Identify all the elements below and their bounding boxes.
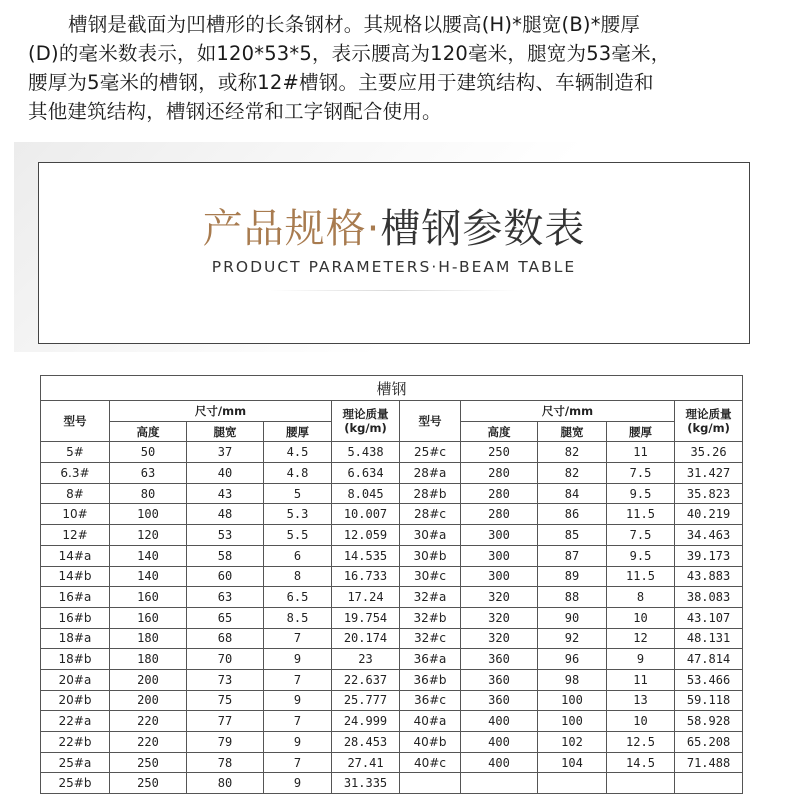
cell-right-mass: 39.173 xyxy=(675,545,743,566)
cell-right-model: 40#b xyxy=(400,732,461,753)
intro-text xyxy=(28,10,768,126)
header-mass-left-line1: 理论质量 xyxy=(342,407,389,422)
table-row xyxy=(41,545,743,566)
table-row xyxy=(41,690,743,711)
cell-left-mass: 25.777 xyxy=(332,690,400,711)
cell-right-mass: 65.208 xyxy=(675,732,743,753)
cell-right-leg-width: 98 xyxy=(538,669,607,690)
cell-left-leg-width: 79 xyxy=(187,732,264,753)
cell-left-waist-thickness: 7 xyxy=(264,669,332,690)
intro-line-1: 槽钢是截面为凹槽形的长条钢材。其规格以腰高(H)*腿宽(B)*腰厚 xyxy=(68,13,641,36)
cell-right-model: 36#a xyxy=(400,649,461,670)
header-height-right: 高度 xyxy=(461,421,538,442)
cell-left-model: 22#a xyxy=(41,711,110,732)
cell-right-height: 400 xyxy=(461,711,538,732)
intro-line-2: (D)的毫米数表示，如120*53*5，表示腰高为120毫米，腿宽为53毫米， xyxy=(28,42,671,65)
cell-right-model: 28#a xyxy=(400,463,461,484)
cell-right-leg-width: 90 xyxy=(538,607,607,628)
table-row xyxy=(41,649,743,670)
cell-right-height: 300 xyxy=(461,525,538,546)
cell-right-model: 36#b xyxy=(400,669,461,690)
cell-left-model: 14#b xyxy=(41,566,110,587)
cell-left-model: 10# xyxy=(41,504,110,525)
cell-right-height: 400 xyxy=(461,732,538,753)
cell-left-model: 6.3# xyxy=(41,463,110,484)
cell-left-mass: 8.045 xyxy=(332,483,400,504)
cell-right-model: 30#a xyxy=(400,525,461,546)
header-dimensions-right: 尺寸/mm xyxy=(461,401,675,422)
cell-right-waist-thickness: 9.5 xyxy=(607,545,675,566)
table-row xyxy=(41,442,743,463)
cell-right-waist-thickness: 10 xyxy=(607,711,675,732)
cell-right-waist-thickness: 10 xyxy=(607,607,675,628)
cell-right-height: 280 xyxy=(461,483,538,504)
cell-right-model: 28#c xyxy=(400,504,461,525)
cell-right-mass: 59.118 xyxy=(675,690,743,711)
header-mass-right-line1: 理论质量 xyxy=(685,407,732,422)
cell-right-mass: 48.131 xyxy=(675,628,743,649)
cell-left-mass: 28.453 xyxy=(332,732,400,753)
cell-right-height: 360 xyxy=(461,649,538,670)
cell-left-height: 100 xyxy=(110,504,187,525)
cell-left-waist-thickness: 6.5 xyxy=(264,587,332,608)
cell-right-mass: 31.427 xyxy=(675,463,743,484)
cell-right-height: 400 xyxy=(461,752,538,773)
table-row xyxy=(41,669,743,690)
cell-left-waist-thickness: 5.3 xyxy=(264,504,332,525)
cell-right-mass xyxy=(675,773,743,794)
cell-right-height: 300 xyxy=(461,566,538,587)
cell-right-leg-width: 100 xyxy=(538,690,607,711)
cell-left-leg-width: 73 xyxy=(187,669,264,690)
table-row xyxy=(41,628,743,649)
cell-left-model: 12# xyxy=(41,525,110,546)
cell-right-height: 280 xyxy=(461,504,538,525)
cell-left-mass: 12.059 xyxy=(332,525,400,546)
table-header-row-1 xyxy=(41,401,743,422)
header-mass-left xyxy=(332,401,400,442)
cell-right-mass: 40.219 xyxy=(675,504,743,525)
cell-left-mass: 10.007 xyxy=(332,504,400,525)
cell-left-leg-width: 65 xyxy=(187,607,264,628)
cell-left-height: 250 xyxy=(110,773,187,794)
banner-title-part1: 产品规格· xyxy=(202,206,381,252)
cell-right-waist-thickness: 12.5 xyxy=(607,732,675,753)
cell-right-waist-thickness: 11 xyxy=(607,669,675,690)
cell-right-leg-width: 102 xyxy=(538,732,607,753)
cell-left-leg-width: 53 xyxy=(187,525,264,546)
cell-right-waist-thickness: 13 xyxy=(607,690,675,711)
cell-left-mass: 17.24 xyxy=(332,587,400,608)
cell-right-leg-width: 104 xyxy=(538,752,607,773)
cell-right-leg-width: 82 xyxy=(538,463,607,484)
table-row xyxy=(41,566,743,587)
cell-right-leg-width: 82 xyxy=(538,442,607,463)
header-leg-width-right: 腿宽 xyxy=(538,421,607,442)
intro-line-3: 腰厚为5毫米的槽钢，或称12#槽钢。主要应用于建筑结构、车辆制造和 xyxy=(28,71,654,94)
cell-left-leg-width: 77 xyxy=(187,711,264,732)
cell-right-model: 30#b xyxy=(400,545,461,566)
cell-left-height: 180 xyxy=(110,628,187,649)
cell-left-height: 200 xyxy=(110,690,187,711)
table-row xyxy=(41,773,743,794)
header-waist-thickness-left: 腰厚 xyxy=(264,421,332,442)
cell-left-waist-thickness: 9 xyxy=(264,690,332,711)
table-row xyxy=(41,732,743,753)
cell-left-waist-thickness: 8 xyxy=(264,566,332,587)
cell-left-leg-width: 63 xyxy=(187,587,264,608)
cell-left-model: 16#a xyxy=(41,587,110,608)
cell-right-height: 320 xyxy=(461,628,538,649)
cell-left-mass: 16.733 xyxy=(332,566,400,587)
banner xyxy=(38,162,750,344)
cell-left-model: 20#b xyxy=(41,690,110,711)
cell-left-mass: 24.999 xyxy=(332,711,400,732)
cell-left-leg-width: 70 xyxy=(187,649,264,670)
cell-left-height: 63 xyxy=(110,463,187,484)
cell-right-mass: 43.883 xyxy=(675,566,743,587)
cell-left-waist-thickness: 7 xyxy=(264,628,332,649)
cell-right-height: 280 xyxy=(461,463,538,484)
cell-right-waist-thickness: 8 xyxy=(607,587,675,608)
table-row xyxy=(41,483,743,504)
cell-right-height: 320 xyxy=(461,587,538,608)
intro-line-4: 其他建筑结构，槽钢还经常和工字钢配合使用。 xyxy=(28,100,442,123)
cell-right-leg-width: 92 xyxy=(538,628,607,649)
cell-right-model: 36#c xyxy=(400,690,461,711)
cell-left-model: 22#b xyxy=(41,732,110,753)
cell-right-height: 360 xyxy=(461,690,538,711)
cell-right-model: 25#c xyxy=(400,442,461,463)
cell-left-leg-width: 80 xyxy=(187,773,264,794)
table-row xyxy=(41,504,743,525)
cell-right-model: 40#a xyxy=(400,711,461,732)
cell-left-model: 25#b xyxy=(41,773,110,794)
table-row xyxy=(41,711,743,732)
cell-right-leg-width: 85 xyxy=(538,525,607,546)
cell-left-model: 18#a xyxy=(41,628,110,649)
banner-divider xyxy=(269,290,519,291)
cell-right-leg-width: 96 xyxy=(538,649,607,670)
cell-left-model: 18#b xyxy=(41,649,110,670)
table-row xyxy=(41,752,743,773)
table-caption-row xyxy=(41,376,743,401)
cell-left-height: 140 xyxy=(110,545,187,566)
cell-left-height: 140 xyxy=(110,566,187,587)
cell-left-height: 160 xyxy=(110,607,187,628)
cell-left-leg-width: 58 xyxy=(187,545,264,566)
intro-paragraph xyxy=(28,10,768,126)
cell-right-mass: 47.814 xyxy=(675,649,743,670)
cell-right-mass: 35.26 xyxy=(675,442,743,463)
cell-left-mass: 14.535 xyxy=(332,545,400,566)
cell-left-waist-thickness: 7 xyxy=(264,752,332,773)
cell-right-waist-thickness: 11 xyxy=(607,442,675,463)
cell-left-model: 16#b xyxy=(41,607,110,628)
header-dimensions-left: 尺寸/mm xyxy=(110,401,332,422)
cell-right-waist-thickness: 9 xyxy=(607,649,675,670)
cell-right-model: 30#c xyxy=(400,566,461,587)
spec-table xyxy=(40,375,743,794)
cell-left-waist-thickness: 9 xyxy=(264,732,332,753)
banner-title xyxy=(39,197,749,254)
cell-right-leg-width: 84 xyxy=(538,483,607,504)
cell-left-height: 160 xyxy=(110,587,187,608)
header-mass-right-line2: (kg/m) xyxy=(687,421,730,436)
cell-right-model: 32#a xyxy=(400,587,461,608)
cell-left-mass: 19.754 xyxy=(332,607,400,628)
cell-left-height: 180 xyxy=(110,649,187,670)
cell-right-height: 250 xyxy=(461,442,538,463)
cell-right-leg-width xyxy=(538,773,607,794)
cell-right-leg-width: 87 xyxy=(538,545,607,566)
cell-left-mass: 20.174 xyxy=(332,628,400,649)
cell-right-model: 28#b xyxy=(400,483,461,504)
cell-right-height xyxy=(461,773,538,794)
cell-left-leg-width: 60 xyxy=(187,566,264,587)
cell-right-model: 32#c xyxy=(400,628,461,649)
cell-right-waist-thickness: 7.5 xyxy=(607,463,675,484)
table-row xyxy=(41,463,743,484)
table-row xyxy=(41,587,743,608)
spec-table-body xyxy=(41,442,743,794)
cell-left-height: 250 xyxy=(110,752,187,773)
cell-left-waist-thickness: 5 xyxy=(264,483,332,504)
cell-left-waist-thickness: 4.5 xyxy=(264,442,332,463)
header-model-left: 型号 xyxy=(41,401,110,442)
cell-left-model: 14#a xyxy=(41,545,110,566)
cell-left-height: 220 xyxy=(110,711,187,732)
table-caption: 槽钢 xyxy=(41,376,743,401)
cell-right-waist-thickness: 12 xyxy=(607,628,675,649)
cell-left-mass: 22.637 xyxy=(332,669,400,690)
cell-left-leg-width: 40 xyxy=(187,463,264,484)
cell-right-mass: 71.488 xyxy=(675,752,743,773)
cell-left-height: 220 xyxy=(110,732,187,753)
header-height-left: 高度 xyxy=(110,421,187,442)
cell-left-leg-width: 68 xyxy=(187,628,264,649)
cell-right-leg-width: 89 xyxy=(538,566,607,587)
cell-right-mass: 53.466 xyxy=(675,669,743,690)
cell-left-leg-width: 78 xyxy=(187,752,264,773)
cell-right-waist-thickness: 14.5 xyxy=(607,752,675,773)
header-mass-right xyxy=(675,401,743,442)
cell-right-height: 300 xyxy=(461,545,538,566)
table-row xyxy=(41,525,743,546)
cell-right-mass: 35.823 xyxy=(675,483,743,504)
cell-right-mass: 38.083 xyxy=(675,587,743,608)
cell-right-waist-thickness: 7.5 xyxy=(607,525,675,546)
cell-left-waist-thickness: 8.5 xyxy=(264,607,332,628)
cell-right-leg-width: 100 xyxy=(538,711,607,732)
cell-left-waist-thickness: 9 xyxy=(264,649,332,670)
cell-left-waist-thickness: 9 xyxy=(264,773,332,794)
cell-left-height: 80 xyxy=(110,483,187,504)
cell-left-waist-thickness: 7 xyxy=(264,711,332,732)
cell-right-waist-thickness xyxy=(607,773,675,794)
cell-left-model: 8# xyxy=(41,483,110,504)
table-row xyxy=(41,607,743,628)
cell-left-model: 5# xyxy=(41,442,110,463)
cell-right-leg-width: 86 xyxy=(538,504,607,525)
cell-left-model: 20#a xyxy=(41,669,110,690)
cell-left-waist-thickness: 4.8 xyxy=(264,463,332,484)
cell-left-mass: 5.438 xyxy=(332,442,400,463)
header-waist-thickness-right: 腰厚 xyxy=(607,421,675,442)
cell-right-height: 320 xyxy=(461,607,538,628)
cell-left-leg-width: 48 xyxy=(187,504,264,525)
cell-right-model xyxy=(400,773,461,794)
cell-right-height: 360 xyxy=(461,669,538,690)
banner-title-part2: 槽钢参数表 xyxy=(380,206,586,252)
banner-subtitle: PRODUCT PARAMETERS·H-BEAM TABLE xyxy=(211,258,577,276)
cell-right-leg-width: 88 xyxy=(538,587,607,608)
cell-left-waist-thickness: 5.5 xyxy=(264,525,332,546)
cell-right-model: 40#c xyxy=(400,752,461,773)
cell-left-height: 50 xyxy=(110,442,187,463)
cell-left-leg-width: 75 xyxy=(187,690,264,711)
cell-left-model: 25#a xyxy=(41,752,110,773)
cell-left-mass: 27.41 xyxy=(332,752,400,773)
cell-left-mass: 31.335 xyxy=(332,773,400,794)
cell-right-waist-thickness: 11.5 xyxy=(607,566,675,587)
cell-right-mass: 58.928 xyxy=(675,711,743,732)
header-model-right: 型号 xyxy=(400,401,461,442)
cell-right-mass: 43.107 xyxy=(675,607,743,628)
cell-left-height: 120 xyxy=(110,525,187,546)
header-mass-left-line2: (kg/m) xyxy=(344,421,387,436)
cell-right-model: 32#b xyxy=(400,607,461,628)
cell-left-mass: 6.634 xyxy=(332,463,400,484)
cell-left-mass: 23 xyxy=(332,649,400,670)
cell-right-mass: 34.463 xyxy=(675,525,743,546)
cell-right-waist-thickness: 11.5 xyxy=(607,504,675,525)
cell-left-leg-width: 37 xyxy=(187,442,264,463)
header-leg-width-left: 腿宽 xyxy=(187,421,264,442)
cell-right-waist-thickness: 9.5 xyxy=(607,483,675,504)
cell-left-height: 200 xyxy=(110,669,187,690)
cell-left-waist-thickness: 6 xyxy=(264,545,332,566)
cell-left-leg-width: 43 xyxy=(187,483,264,504)
